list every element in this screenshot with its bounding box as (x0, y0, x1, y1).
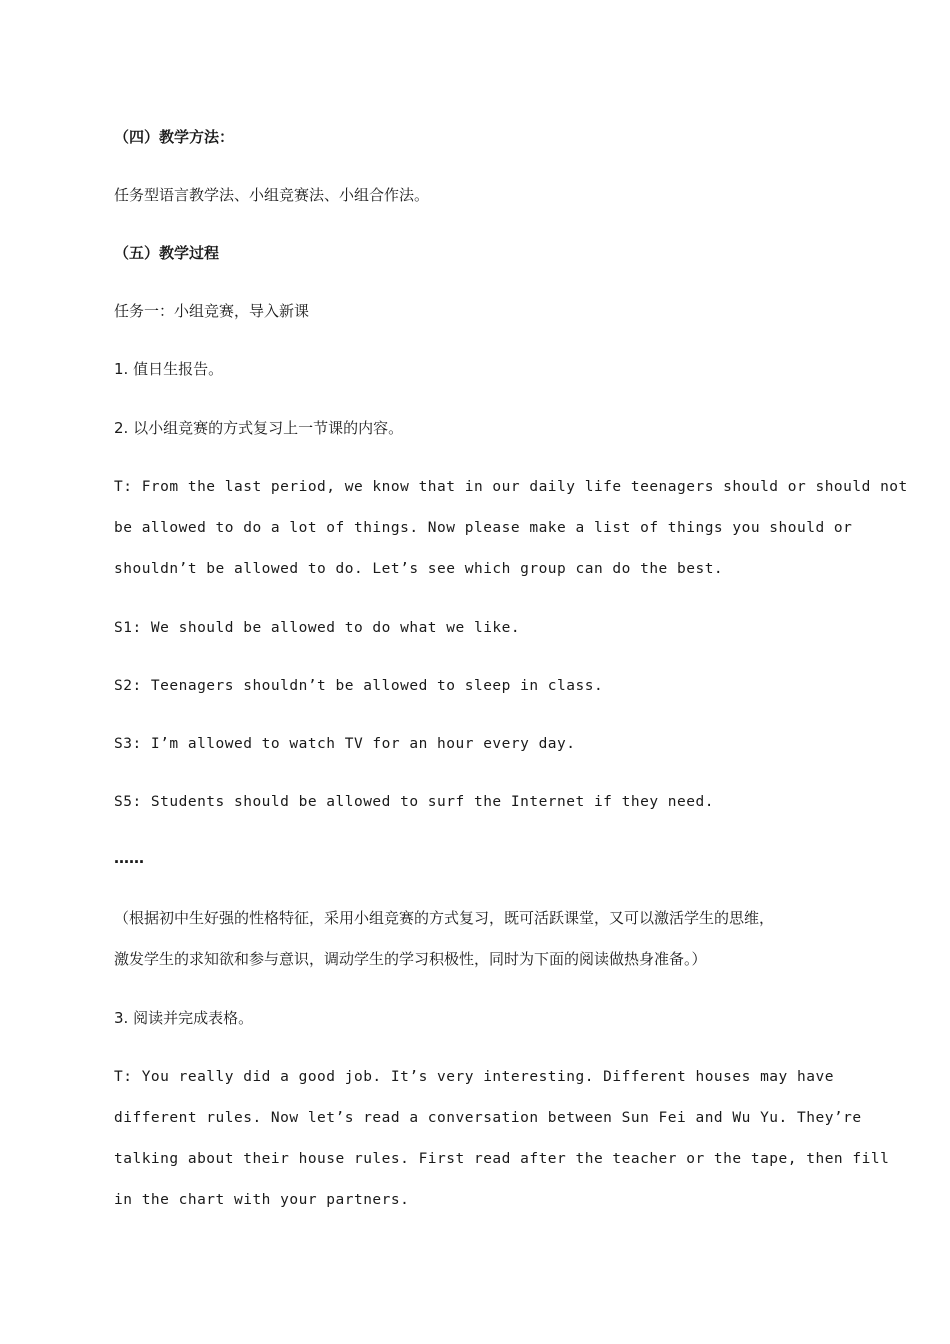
step-1: 1. 值日生报告。 (114, 360, 224, 378)
step-3: 3. 阅读并完成表格。 (114, 1009, 254, 1027)
step-2: 2. 以小组竞赛的方式复习上一节课的内容。 (114, 419, 404, 437)
method-text: 任务型语言教学法、小组竞赛法、小组合作法。 (114, 186, 430, 204)
teacher2-line-2: different rules. Now let’s read a conversation between Sun Fei and Wu Yu. They’re (114, 1110, 862, 1126)
student-s1: S1: We should be allowed to do what we like. (114, 620, 521, 636)
ellipsis: …… (114, 849, 144, 867)
student-s2: S2: Teenagers shouldn’t be allowed to sleep in class. (114, 678, 604, 694)
student-s5: S5: Students should be allowed to surf the Internet if they need. (114, 794, 714, 810)
process-heading: （五）教学过程 (114, 244, 220, 262)
task1-title: 任务一：小组竞赛，导入新课 (114, 302, 310, 320)
note-line-1: （根据初中生好强的性格特征，采用小组竞赛的方式复习，既可活跃课堂，又可以激活学生的思维， (114, 909, 775, 927)
student-s3: S3: I’m allowed to watch TV for an hour every day. (114, 736, 576, 752)
teacher2-line-3: talking about their house rules. First read after the teacher or the tape, then fill (114, 1151, 890, 1167)
note-line-2: 激发学生的求知欲和参与意识，调动学生的学习积极性，同时为下面的阅读做热身准备。） (114, 950, 707, 968)
teacher-line-3: shouldn’t be allowed to do. Let’s see which group can do the best. (114, 561, 724, 577)
teacher2-line-1: T: You really did a good job. It’s very interesting. Different houses may have (114, 1069, 834, 1085)
teacher2-line-4: in the chart with your partners. (114, 1192, 410, 1208)
method-heading: （四）教学方法： (114, 128, 235, 146)
teacher-line-1: T: From the last period, we know that in our daily life teenagers should or should not (114, 479, 908, 495)
teacher-line-2: be allowed to do a lot of things. Now please make a list of things you should or (114, 520, 853, 536)
